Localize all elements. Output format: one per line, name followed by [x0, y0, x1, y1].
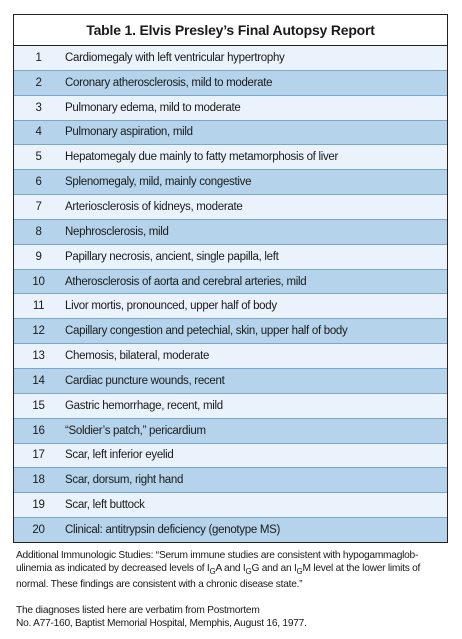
- immunologic-footnote-line-3: normal. These findings are consistent with a chronic disease state.”: [16, 579, 303, 591]
- subscript: G: [209, 567, 216, 577]
- row-number: 3: [35, 101, 42, 114]
- footnote-text: M level at the lower limits of: [302, 563, 421, 574]
- source-footnote-line-2: No. A77-160, Baptist Memorial Hospital, Memphis, August 16, 1977.: [16, 618, 307, 629]
- row-number: 18: [32, 474, 45, 487]
- row-number: 13: [32, 350, 45, 363]
- table-row: [14, 170, 447, 195]
- row-number: 20: [32, 524, 45, 537]
- row-diagnosis: Scar, left buttock: [65, 499, 145, 512]
- row-diagnosis: Clinical: antitrypsin deficiency (genotype MS): [65, 524, 281, 537]
- row-number: 10: [32, 275, 45, 288]
- table-row: [14, 468, 447, 493]
- row-diagnosis: Coronary atherosclerosis, mild to moderate: [65, 76, 273, 89]
- table-row: [14, 96, 447, 121]
- row-diagnosis: Scar, left inferior eyelid: [65, 449, 174, 462]
- row-number: 12: [32, 325, 45, 338]
- row-diagnosis: Cardiac puncture wounds, recent: [65, 374, 225, 387]
- immunologic-footnote-line-1: Additional Immunologic Studies: “Serum immune studies are consistent with hypogammaglob-: [16, 550, 419, 561]
- table-row: [14, 270, 447, 295]
- source-footnote: [16, 604, 448, 630]
- immunologic-footnote-line-2: [16, 562, 448, 578]
- row-number: 2: [35, 76, 42, 89]
- table-row: [14, 493, 447, 518]
- table-row: [14, 444, 447, 469]
- row-number: 14: [32, 374, 45, 387]
- autopsy-table: [13, 14, 448, 543]
- row-number: 7: [35, 200, 42, 213]
- row-diagnosis: Splenomegaly, mild, mainly congestive: [65, 176, 252, 189]
- row-diagnosis: “Soldier’s patch,” pericardium: [65, 424, 206, 437]
- immunologic-footnote: [16, 549, 448, 591]
- table-row: [14, 195, 447, 220]
- table-row: [14, 245, 447, 270]
- row-diagnosis: Scar, dorsum, right hand: [65, 474, 184, 487]
- row-diagnosis: Chemosis, bilateral, moderate: [65, 350, 210, 363]
- footnote-text: ulinemia as indicated by decreased levels of I: [16, 563, 210, 574]
- table-row: [14, 220, 447, 245]
- row-diagnosis: Gastric hemorrhage, recent, mild: [65, 399, 223, 412]
- footnote-text: A and I: [215, 563, 246, 574]
- source-footnote-line-1: The diagnoses listed here are verbatim from Postmortem: [16, 605, 260, 616]
- row-number: 9: [35, 250, 42, 263]
- table-row: [14, 46, 447, 71]
- row-diagnosis: Nephrosclerosis, mild: [65, 225, 169, 238]
- table-title: Table 1. Elvis Presley’s Final Autopsy Report: [14, 15, 447, 46]
- table-row: [14, 419, 447, 444]
- table-row: [14, 121, 447, 146]
- row-diagnosis: Atherosclerosis of aorta and cerebral arteries, mild: [65, 275, 307, 288]
- table-row: [14, 294, 447, 319]
- row-number: 16: [32, 424, 45, 437]
- subscript: G: [296, 567, 303, 577]
- row-number: 17: [32, 449, 45, 462]
- row-diagnosis: Livor mortis, pronounced, upper half of body: [65, 300, 277, 313]
- row-diagnosis: Pulmonary edema, mild to moderate: [65, 101, 241, 114]
- table-row: [14, 71, 447, 96]
- table-row: [14, 518, 447, 543]
- footnote-text: G and an I: [251, 563, 297, 574]
- row-number: 6: [35, 176, 42, 189]
- subscript: G: [245, 567, 252, 577]
- row-number: 1: [35, 51, 42, 64]
- row-number: 19: [32, 499, 45, 512]
- table-row: [14, 319, 447, 344]
- row-number: 4: [35, 126, 42, 139]
- row-number: 11: [32, 300, 45, 313]
- row-number: 5: [35, 151, 42, 164]
- row-diagnosis: Arteriosclerosis of kidneys, moderate: [65, 200, 243, 213]
- row-diagnosis: Hepatomegaly due mainly to fatty metamorphosis of liver: [65, 151, 339, 164]
- table-row: [14, 145, 447, 170]
- row-diagnosis: Papillary necrosis, ancient, single papilla, left: [65, 250, 279, 263]
- row-diagnosis: Pulmonary aspiration, mild: [65, 126, 193, 139]
- table-body: [14, 46, 447, 543]
- row-number: 8: [35, 225, 42, 238]
- row-diagnosis: Cardiomegaly with left ventricular hypertrophy: [65, 51, 285, 64]
- table-row: [14, 344, 447, 369]
- table-row: [14, 394, 447, 419]
- row-diagnosis: Capillary congestion and petechial, skin, upper half of body: [65, 325, 348, 338]
- row-number: 15: [32, 399, 45, 412]
- table-row: [14, 369, 447, 394]
